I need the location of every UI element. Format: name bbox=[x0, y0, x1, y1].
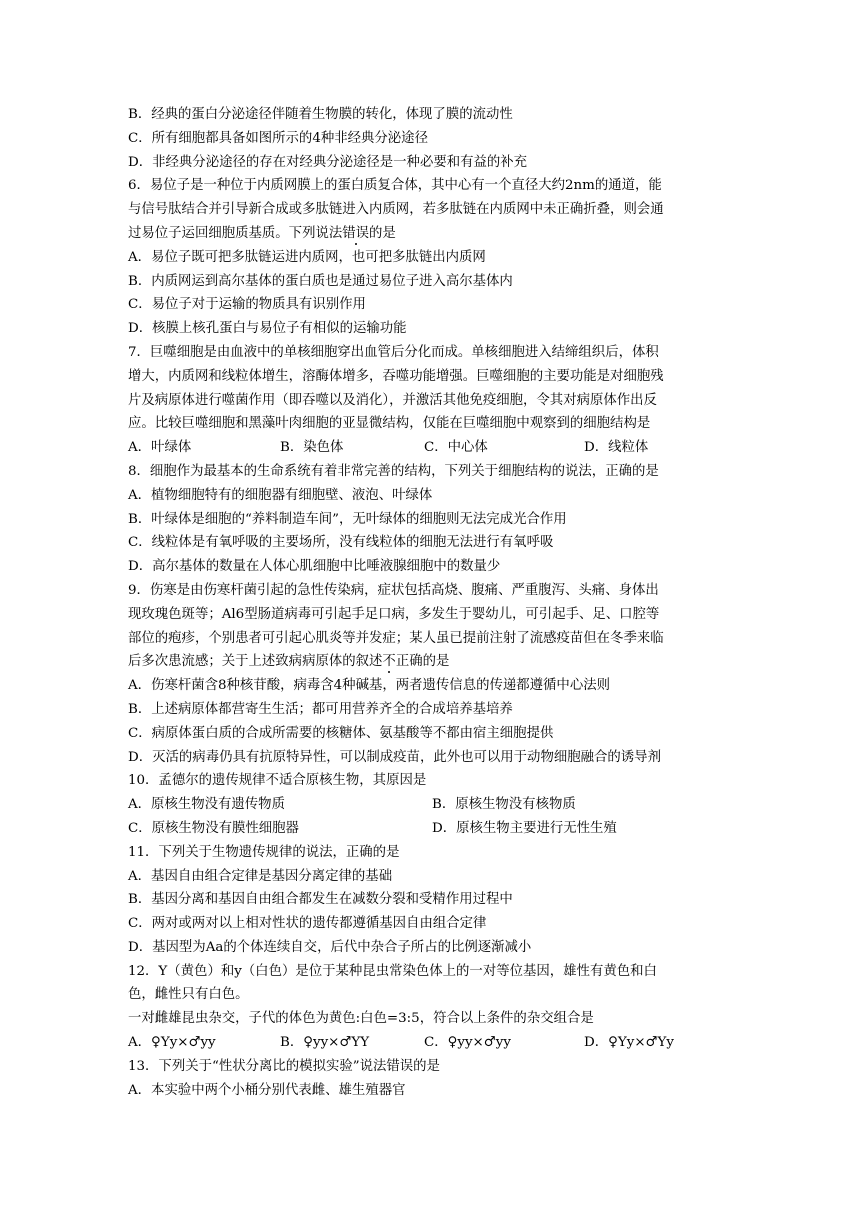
question-7-options bbox=[128, 436, 736, 460]
emphasis-text: 错误 bbox=[342, 225, 370, 241]
question-10-options bbox=[128, 793, 736, 817]
question-9-stem: 部位的疱疹，个别患者可引起心肌炎等并发症；某人虽已提前注射了流感疫苗但在冬季来临 bbox=[128, 630, 664, 646]
option-line: A．易位子既可把多肽链运进内质网，也可把多肽链出内质网 bbox=[128, 249, 486, 265]
question-9-stem: 现玫瑰色斑等；Al6型肠道病毒可引起手足口病，多发生于婴幼儿，可引起手、足、口腔等 bbox=[128, 606, 660, 622]
question-13-stem bbox=[128, 1055, 736, 1079]
option-line: C．易位子对于运输的物质具有识别作用 bbox=[128, 297, 366, 313]
question-11-stem: 11．下列关于生物遗传规律的说法，正确的是 bbox=[128, 844, 400, 860]
option-line: C．两对或两对以上相对性状的遗传都遵循基因自由组合定律 bbox=[128, 916, 487, 932]
option-b: B．♀yy×♂YY bbox=[280, 1035, 370, 1051]
question-10-stem: 10．孟德尔的遗传规律不适合原核生物，其原因是 bbox=[128, 773, 427, 789]
option-b: B．染色体 bbox=[280, 440, 344, 456]
question-10-options bbox=[128, 817, 736, 841]
stem-text: 错误的是 bbox=[386, 1058, 440, 1074]
option-c: C．中心体 bbox=[424, 440, 488, 456]
option-line: B．上述病原体都营寄生生活；都可用营养齐全的合成培养基培养 bbox=[128, 701, 513, 717]
stem-text: 后多次患流感；关于上述致病病原体的叙述 bbox=[128, 654, 383, 670]
option-line: C．病原体蛋白质的合成所需要的核糖体、氨基酸等不都由宿主细胞提供 bbox=[128, 725, 554, 741]
question-6-stem: 6．易位子是一种位于内质网膜上的蛋白质复合体，其中心有一个直径大约2nm的通道，能 bbox=[128, 178, 662, 194]
question-12-stem: 色，雌性只有白色。 bbox=[128, 987, 249, 1003]
question-7-stem: 增大，内质网和线粒体增生，溶酶体增多，吞噬功能增强。巨噬细胞的主要功能是对细胞残 bbox=[128, 368, 664, 384]
option-d: D．原核生物主要进行无性生殖 bbox=[432, 820, 617, 836]
option-line: A．基因自由组合定律是基因分离定律的基础 bbox=[128, 868, 393, 884]
question-7-stem: 片及病原体进行噬菌作用（即吞噬以及消化），并激活其他免疫细胞，令其对病原体作出反 bbox=[128, 392, 657, 408]
option-line: C．所有细胞都具备如图所示的4种非经典分泌途径 bbox=[128, 130, 428, 146]
question-9-stem-last bbox=[128, 650, 736, 674]
option-a: A．叶绿体 bbox=[128, 440, 192, 456]
option-line: D．基因型为Aa的个体连续自交，后代中杂合子所占的比例逐渐减小 bbox=[128, 939, 532, 955]
option-line: D．非经典分泌途径的存在对经典分泌途径是一种必要和有益的补充 bbox=[128, 154, 528, 170]
question-7-stem: 应。比较巨噬细胞和黑藻叶肉细胞的亚显微结构，仅能在巨噬细胞中观察到的细胞结构是 bbox=[128, 416, 651, 432]
option-c: C．原核生物没有膜性细胞器 bbox=[128, 820, 299, 836]
stem-text: 13．下列关于“性状分离比的模拟实验”说法 bbox=[128, 1058, 387, 1074]
stem-text: 过易位子运回细胞质基质。下列说法 bbox=[128, 225, 343, 241]
question-6-stem-last bbox=[128, 222, 736, 246]
option-d: D．♀Yy×♂Yy bbox=[584, 1035, 674, 1051]
question-8-stem: 8．细胞作为最基本的生命系统有着非常完善的结构，下列关于细胞结构的说法，正确的是 bbox=[128, 463, 659, 479]
option-a: A．原核生物没有遗传物质 bbox=[128, 797, 285, 813]
question-12-stem: 12．Y（黄色）和y（白色）是位于某种昆虫常染色体上的一对等位基因，雄性有黄色和白 bbox=[128, 963, 657, 979]
question-12-stem: 一对雌雄昆虫杂交，子代的体色为黄色:白色=3:5，符合以上条件的杂交组合是 bbox=[128, 1011, 594, 1027]
option-line: D．高尔基体的数量在人体心肌细胞中比唾液腺细胞中的数量少 bbox=[128, 559, 501, 575]
option-line: B．基因分离和基因自由组合都发生在减数分裂和受精作用过程中 bbox=[128, 892, 513, 908]
option-line: A．植物细胞特有的细胞器有细胞壁、液泡、叶绿体 bbox=[128, 487, 433, 503]
question-6-stem: 与信号肽结合并引导新合成或多肽链进入内质网，若多肽链在内质网中未正确折叠，则会通 bbox=[128, 202, 664, 218]
option-line: B．经典的蛋白分泌途径伴随着生物膜的转化，体现了膜的流动性 bbox=[128, 107, 513, 122]
option-line: B．叶绿体是细胞的“养料制造车间”，无叶绿体的细胞则无法完成光合作用 bbox=[128, 511, 567, 527]
option-a: A．♀Yy×♂yy bbox=[128, 1035, 216, 1051]
option-line: A．本实验中两个小桶分别代表雌、雄生殖器官 bbox=[128, 1082, 406, 1098]
question-9-stem: 9．伤寒是由伤寒杆菌引起的急性传染病，症状包括高烧、腹痛、严重腹泻、头痛、身体出 bbox=[128, 582, 659, 598]
question-text bbox=[128, 103, 736, 1102]
question-7-stem: 7．巨噬细胞是由血液中的单核细胞穿出血管后分化而成。单核细胞进入结缔组织后，体积 bbox=[128, 344, 659, 360]
emphasis-text: 不 bbox=[382, 654, 396, 670]
option-d: D．线粒体 bbox=[584, 440, 649, 456]
option-line: B．内质网运到高尔基体的蛋白质也是通过易位子进入高尔基体内 bbox=[128, 273, 513, 289]
question-12-options bbox=[128, 1031, 736, 1055]
stem-text: 的是 bbox=[369, 225, 396, 241]
stem-text: 正确的是 bbox=[395, 654, 450, 670]
option-line: C．线粒体是有氧呼吸的主要场所，没有线粒体的细胞无法进行有氧呼吸 bbox=[128, 535, 554, 551]
option-c: C．♀yy×♂yy bbox=[424, 1035, 511, 1051]
option-b: B．原核生物没有核物质 bbox=[432, 797, 576, 813]
option-line: A．伤寒杆菌含8种核苷酸，病毒含4种碱基，两者遗传信息的传递都遵循中心法则 bbox=[128, 678, 610, 694]
option-line: D．灭活的病毒仍具有抗原特异性，可以制成疫苗，此外也可以用于动物细胞融合的诱导剂 bbox=[128, 749, 661, 765]
option-line: D．核膜上核孔蛋白与易位子有相似的运输功能 bbox=[128, 321, 407, 337]
